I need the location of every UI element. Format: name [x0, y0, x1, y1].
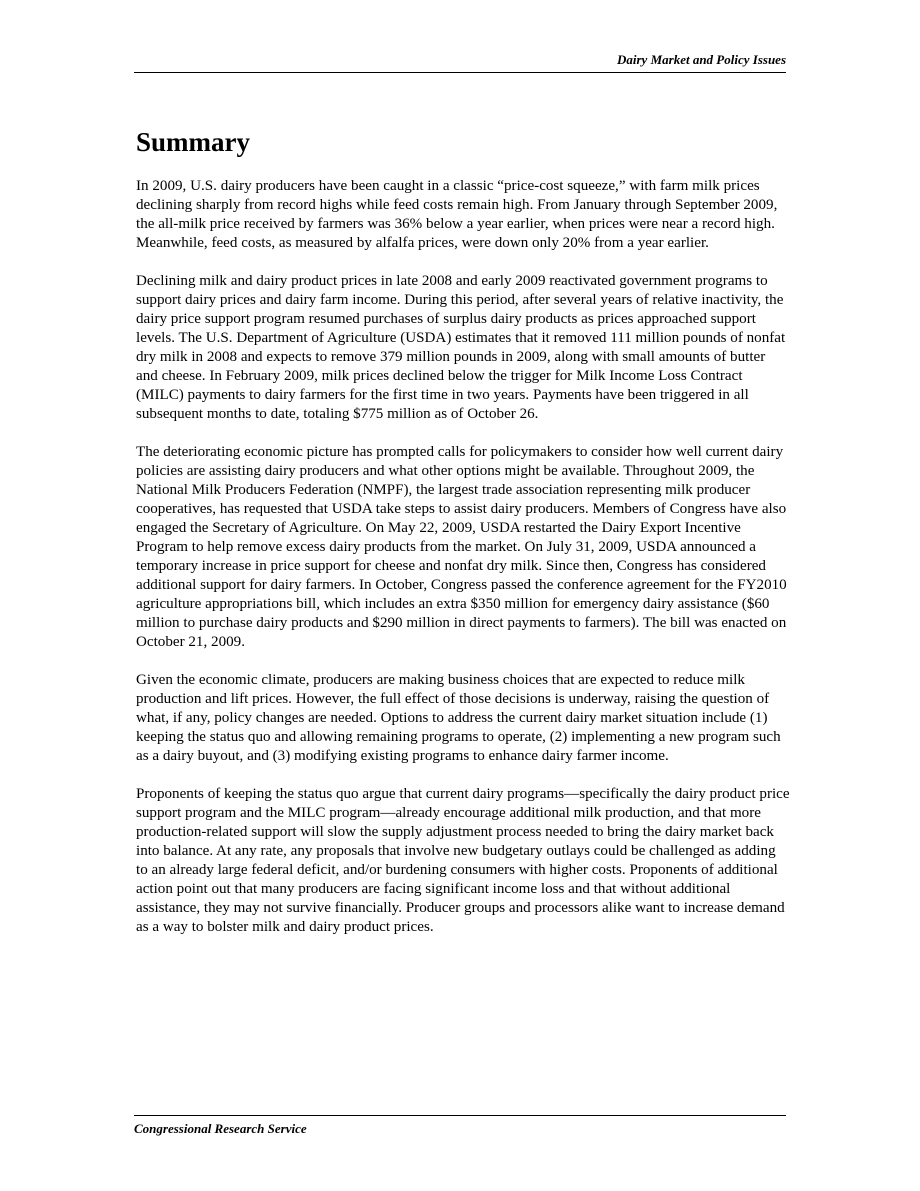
paragraph-policy-options: Given the economic climate, producers are making business choices that are expected to reduce milk production and lift prices. However, the full effect of those decisions is underway, raising the question of what, if any, policy changes are needed. Options to address the current dairy market situation include (1) keeping the status quo and allowing remaining programs to operate, (2) implementing a new program such as a dairy buyout, and (3) modifying existing programs to enhance dairy farmer income. — [136, 672, 781, 764]
footer-publisher: Congressional Research Service — [134, 1121, 307, 1136]
paragraph-price-cost-squeeze: In 2009, U.S. dairy producers have been caught in a classic “price-cost squeeze,” with farm milk prices declining sharply from record highs while feed costs remain high. From January through September 2009, the all-milk price received by farmers was 36% below a year earlier, when prices were near a record high. Meanwhile, feed costs, as measured by alfalfa prices, were down only 20% from a year earlier. — [136, 178, 778, 251]
summary-body — [136, 177, 790, 956]
running-header — [134, 52, 786, 73]
page-title: Summary — [136, 127, 250, 157]
paragraph-status-quo-debate: Proponents of keeping the status quo argue that current dairy programs—specifically the dairy product price support program and the MILC program—already encourage additional milk production, and that more production-related support will slow the supply adjustment process needed to bring the dairy market back into balance. At any rate, any proposals that involve new budgetary outlays could be challenged as adding to an already large federal deficit, and/or burdening consumers with higher costs. Proponents of additional action point out that many producers are facing significant income loss and that without additional assistance, they may not survive financially. Producer groups and processors alike want to increase demand as a way to bolster milk and dairy product prices. — [136, 786, 790, 935]
paragraph-government-programs: Declining milk and dairy product prices in late 2008 and early 2009 reactivated government programs to support dairy prices and dairy farm income. During this period, after several years of relative inactivity, the dairy price support program resumed purchases of surplus dairy products as prices approached support levels. The U.S. Department of Agriculture (USDA) estimates that it removed 111 million pounds of nonfat dry milk in 2008 and expects to remove 379 million pounds in 2009, along with small amounts of butter and cheese. In February 2009, milk prices declined below the trigger for Milk Income Loss Contract (MILC) payments to dairy farmers for the first time in two years. Payments have been triggered in all subsequent months to date, totaling $775 million as of October 26. — [136, 273, 786, 422]
paragraph-policy-responses: The deteriorating economic picture has prompted calls for policymakers to consider how well current dairy policies are assisting dairy producers and what other options might be available. Throughout 2009, the National Milk Producers Federation (NMPF), the largest trade association representing milk producer cooperatives, has requested that USDA take steps to assist dairy producers. Members of Congress have also engaged the Secretary of Agriculture. On May 22, 2009, USDA restarted the Dairy Export Incentive Program to help remove excess dairy products from the market. On July 31, 2009, USDA announced a temporary increase in price support for cheese and nonfat dry milk. Since then, Congress has considered additional support for dairy farmers. In October, Congress passed the conference agreement for the FY2010 agriculture appropriations bill, which includes an extra $350 million for emergency dairy assistance ($60 million to purchase dairy products and $290 million in direct payments to farmers). The bill was enacted on October 21, 2009. — [136, 444, 787, 650]
running-footer — [134, 1115, 786, 1137]
running-header-title: Dairy Market and Policy Issues — [617, 52, 786, 67]
